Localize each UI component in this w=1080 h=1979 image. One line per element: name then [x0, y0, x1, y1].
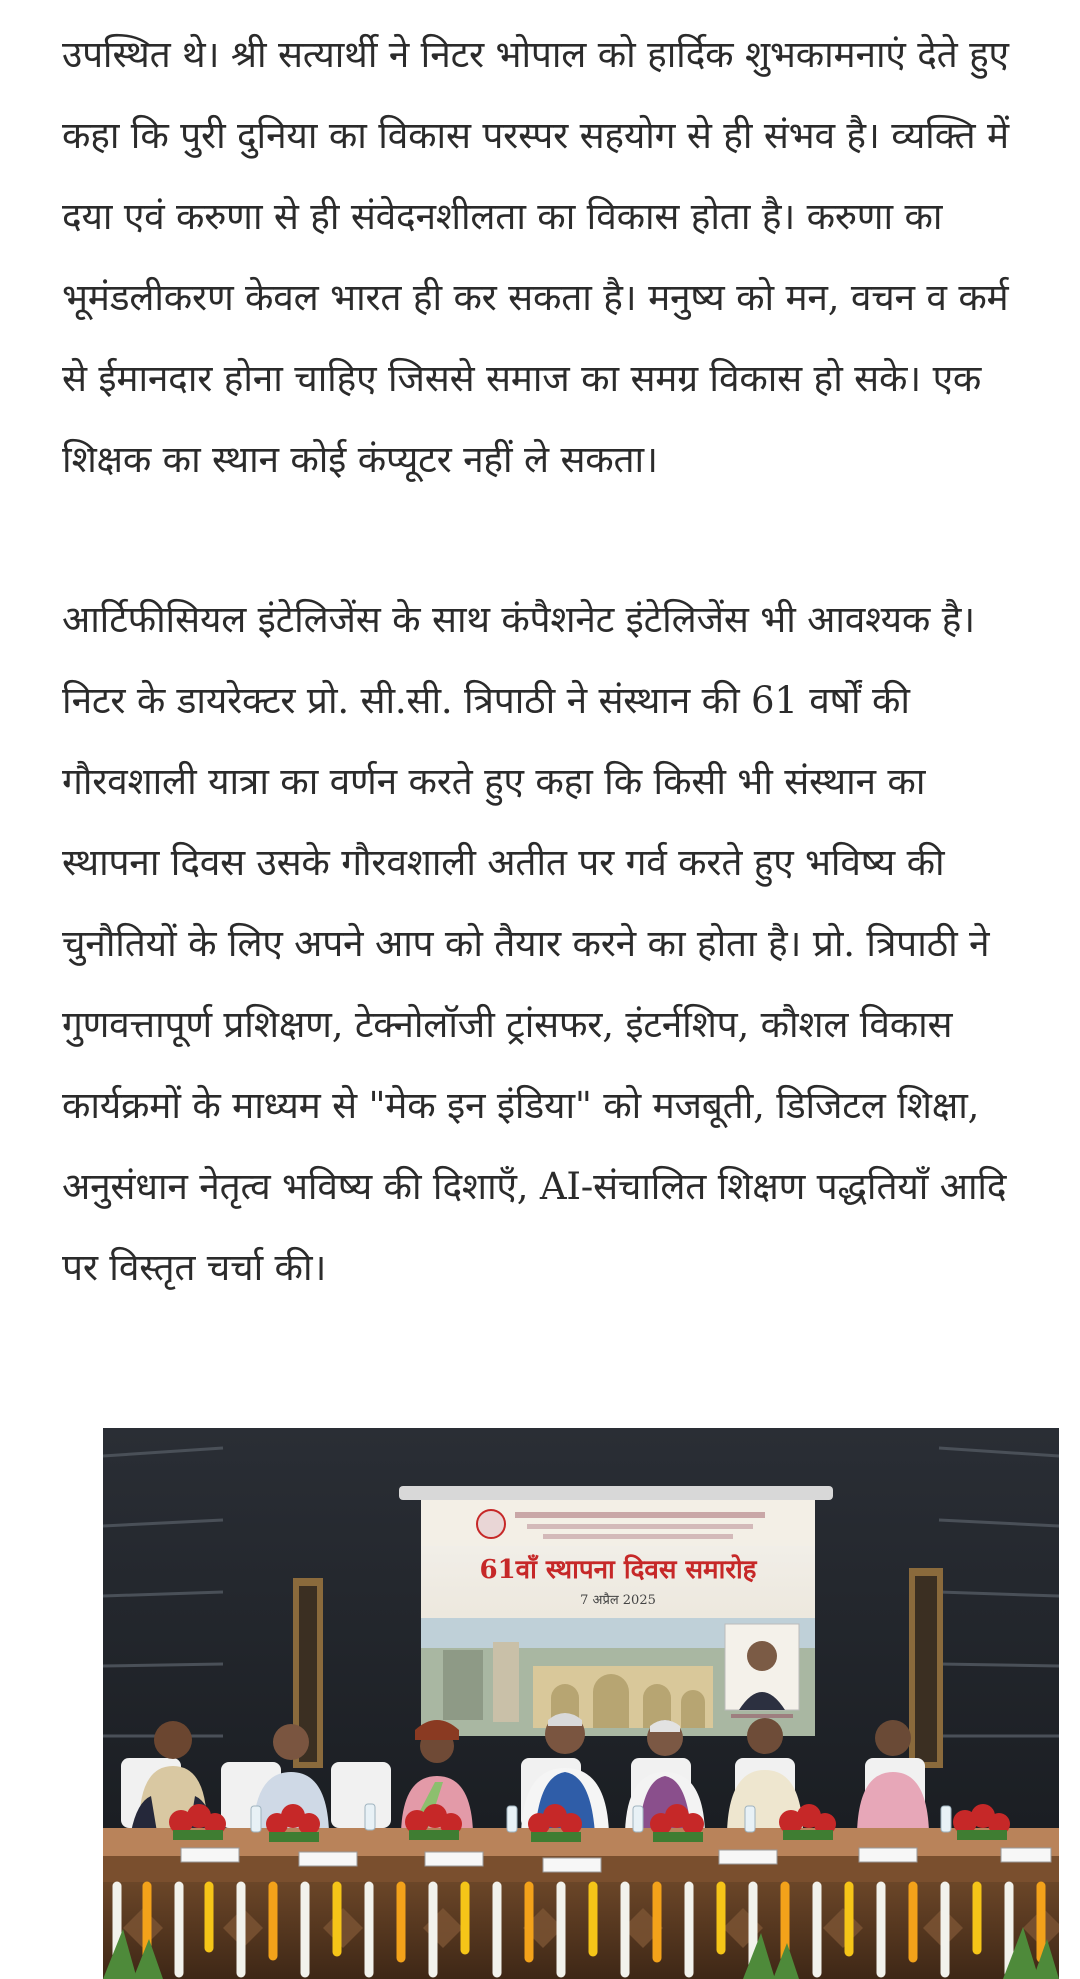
screen-heading: 61वाँ स्थापना दिवस समारोह — [479, 1555, 757, 1585]
institute-logo — [477, 1510, 505, 1538]
article-body — [62, 0, 1030, 1308]
screen-date: 7 अप्रैल 2025 — [580, 1593, 656, 1608]
article-paragraph: आर्टिफीसियल इंटेलिजेंस के साथ कंपैशनेट इंटेलिजेंस भी आवश्यक है। निटर के डायरेक्टर प्रो. सी.सी. त्रिपाठी ने संस्थान की 61 वर्षों की गौरवशाली यात्रा का वर्णन करते हुए कहा कि किसी भी संस्थान का स्थापना दिवस उसके गौरवशाली अतीत पर गर्व करते हुए भविष्य की चुनौतियों के लिए अपने आप को तैयार करने का होता है। प्रो. त्रिपाठी ने गुणवत्तापूर्ण प्रशिक्षण, टेक्नोलॉजी ट्रांसफर, इंटर्नशिप, कौशल विकास कार्यक्रमों के माध्यम से "मेक इन इंडिया" को मजबूती, डिजिटल शिक्षा, अनुसंधान नेतृत्व भविष्य की दिशाएँ, AI-संचालित शिक्षण पद्धतियाँ आदि पर विस्तृत चर्चा की। — [62, 598, 1007, 1289]
article-paragraph: उपस्थित थे। श्री सत्यार्थी ने निटर भोपाल को हार्दिक शुभकामनाएं देते हुए कहा कि पुरी दुनिया का विकास परस्पर सहयोग से ही संभव है। व्यक्ति में दया एवं करुणा से ही संवेदनशीलता का विकास होता है। करुणा का भूमंडलीकरण केवल भारत ही कर सकता है। मनुष्य को मन, वचन व कर्म से ईमानदार होना चाहिए जिससे समाज का समग्र विकास हो सके। एक शिक्षक का स्थान कोई कंप्यूटर नहीं ले सकता। — [62, 33, 1009, 481]
event-photo — [103, 1428, 1059, 1979]
screen-housing — [399, 1486, 833, 1500]
